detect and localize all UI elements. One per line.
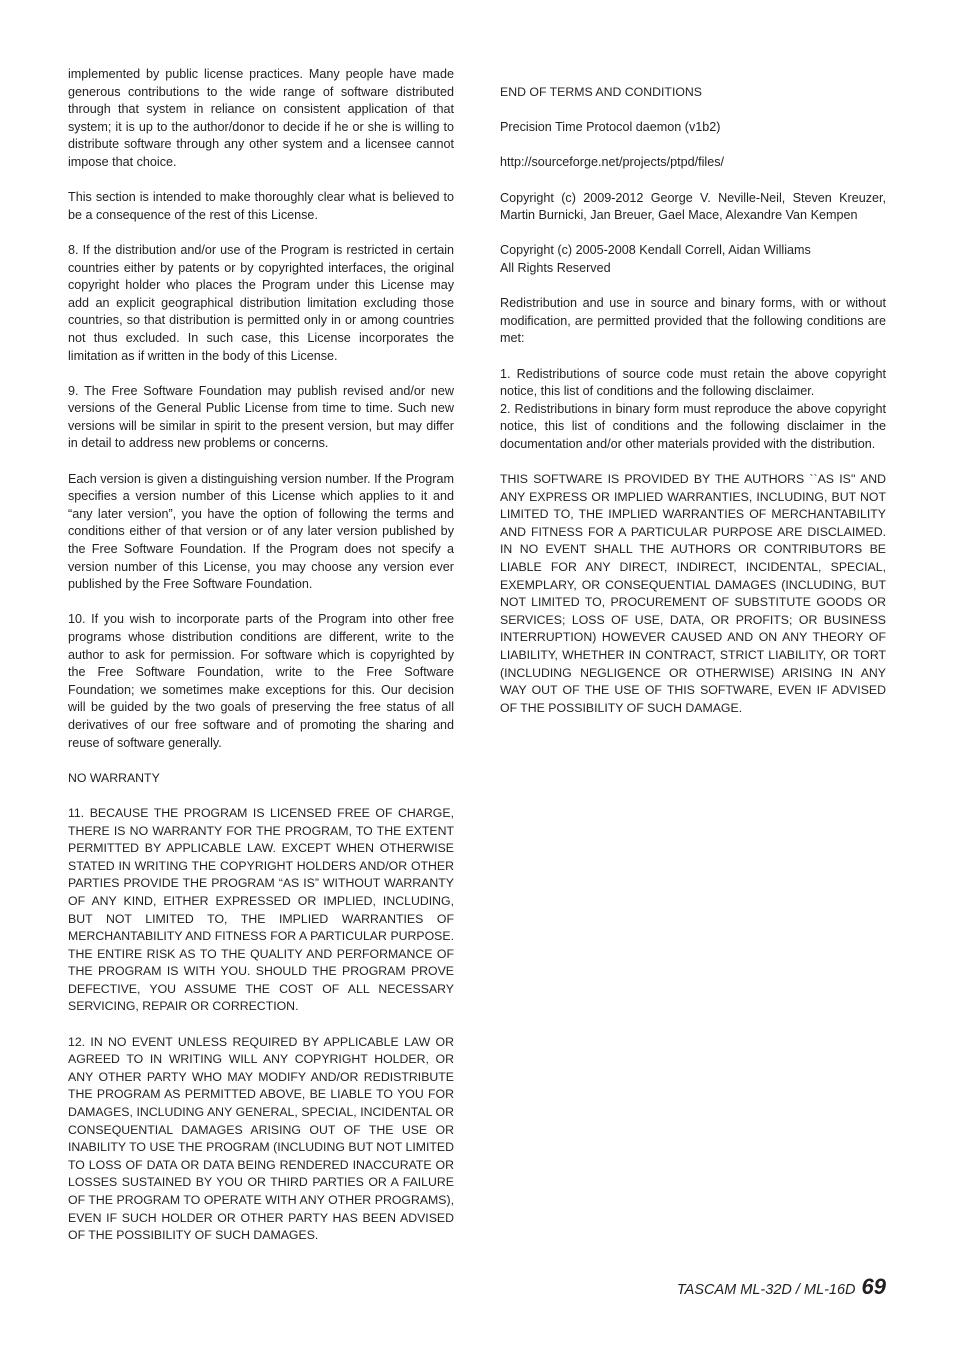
left-column bbox=[68, 66, 454, 1262]
product-name: TASCAM ML-32D / ML-16D bbox=[676, 1282, 856, 1298]
copyright-notice-1: Copyright (c) 2009-2012 George V. Neville-Neil, Steven Kreuzer, Martin Burnicki, Jan Breuer, Gael Mace, Alexandre Van Kempen bbox=[500, 190, 886, 223]
paragraph-public-license-practices: implemented by public license practices. Many people have made generous contributions to the wide range of software distributed through that system in reliance on consistent application of that system; it is up to the author/donor to decide if he or she is willing to distribute software through any other system and a licensee cannot impose that choice. bbox=[68, 67, 454, 169]
right-column bbox=[500, 84, 886, 735]
end-of-terms-heading: END OF TERMS AND CONDITIONS bbox=[500, 85, 703, 99]
warranty-disclaimer: THIS SOFTWARE IS PROVIDED BY THE AUTHORS ``AS IS'' AND ANY EXPRESS OR IMPLIED WARRANTIES, INCLUDING, BUT NOT LIMITED TO, THE IMPLIED WARRANTIES OF MERCHANTABILITY AND FITNESS FOR A PARTICULAR PURPOSE ARE DISCLAIMED. IN NO EVENT SHALL THE AUTHORS OR CONTRIBUTORS BE LIABLE FOR ANY DIRECT, INDIRECT, INCIDENTAL, SPECIAL, EXEMPLARY, OR CONSEQUENTIAL DAMAGES (INCLUDING, BUT NOT LIMITED TO, PROCUREMENT OF SUBSTITUTE GOODS OR SERVICES; LOSS OF USE, DATA, OR PROFITS; OR BUSINESS INTERRUPTION) HOWEVER CAUSED AND ON ANY THEORY OF LIABILITY, WHETHER IN CONTRACT, STRICT LIABILITY, OR TORT (INCLUDING NEGLIGENCE OR OTHERWISE) ARISING IN ANY WAY OUT OF THE USE OF THIS SOFTWARE, EVEN IF ADVISED OF THE POSSIBILITY OF SUCH DAMAGE. bbox=[500, 472, 886, 715]
all-rights-reserved: All Rights Reserved bbox=[500, 260, 611, 275]
page-number: 69 bbox=[861, 1274, 886, 1299]
condition-1: 1. Redistributions of source code must retain the above copyright notice, this list of conditions and the following disclaimer. bbox=[500, 366, 886, 399]
redistribution-intro: Redistribution and use in source and binary forms, with or without modification, are permitted provided that the following conditions are met: bbox=[500, 296, 886, 346]
condition-2: 2. Redistributions in binary form must reproduce the above copyright notice, this list of conditions and the following disclaimer in the documentation and/or other materials provided with the distribution. bbox=[500, 401, 886, 451]
paragraph-section-12: 12. IN NO EVENT UNLESS REQUIRED BY APPLICABLE LAW OR AGREED TO IN WRITING WILL ANY COPYRIGHT HOLDER, OR ANY OTHER PARTY WHO MAY MODIFY AND/OR REDISTRIBUTE THE PROGRAM AS PERMITTED ABOVE, BE LIABLE TO YOU FOR DAMAGES, INCLUDING ANY GENERAL, SPECIAL, INCIDENTAL OR CONSEQUENTIAL DAMAGES ARISING OUT OF THE USE OR INABILITY TO USE THE PROGRAM (INCLUDING BUT NOT LIMITED TO LOSS OF DATA OR DATA BEING RENDERED INACCURATE OR LOSSES SUSTAINED BY YOU OR THIRD PARTIES OR A FAILURE OF THE PROGRAM TO OPERATE WITH ANY OTHER PROGRAMS), EVEN IF SUCH HOLDER OR OTHER PARTY HAS BEEN ADVISED OF THE POSSIBILITY OF SUCH DAMAGES. bbox=[68, 1034, 454, 1243]
heading-no-warranty: NO WARRANTY bbox=[68, 770, 160, 785]
paragraph-section-10: 10. If you wish to incorporate parts of the Program into other free programs whose distribution conditions are different, write to the author to ask for permission. For software which is copyrighted by the Free Software Foundation, write to the Free Software Foundation; we sometimes make exceptions for this. Our decision will be guided by the two goals of preserving the free status of all derivatives of our free software and of promoting the sharing and reuse of software generally. bbox=[68, 612, 454, 750]
ptp-url: http://sourceforge.net/projects/ptpd/files/ bbox=[500, 155, 725, 170]
paragraph-version-number: Each version is given a distinguishing version number. If the Program specifies a version number of this License which applies to it and “any later version”, you have the option of following the terms and conditions either of that version or of any later version published by the Free Software Foundation. If the Program does not specify a version number of this License, you may choose any version ever published by the Free Software Foundation. bbox=[68, 471, 454, 592]
copyright-notice-2: Copyright (c) 2005-2008 Kendall Correll, Aidan Williams bbox=[500, 243, 811, 258]
paragraph-section-9: 9. The Free Software Foundation may publish revised and/or new versions of the General Public License from time to time. Such new versions will be similar in spirit to the present version, but may differ in detail to address new problems or concerns. bbox=[68, 383, 454, 451]
paragraph-section-8: 8. If the distribution and/or use of the Program is restricted in certain countries either by patents or by copyrighted interfaces, the original copyright holder who places the Program under this License may add an explicit geographical distribution limitation excluding those countries, so that distribution is permitted only in or among countries not thus excluded. In such case, this License incorporates the limitation as if written in the body of this License. bbox=[68, 242, 454, 363]
paragraph-section-11: 11. BECAUSE THE PROGRAM IS LICENSED FREE OF CHARGE, THERE IS NO WARRANTY FOR THE PROGRAM, TO THE EXTENT PERMITTED BY APPLICABLE LAW. EXCEPT WHEN OTHERWISE STATED IN WRITING THE COPYRIGHT HOLDERS AND/OR OTHER PARTIES PROVIDE THE PROGRAM “AS IS” WITHOUT WARRANTY OF ANY KIND, EITHER EXPRESSED OR IMPLIED, INCLUDING, BUT NOT LIMITED TO, THE IMPLIED WARRANTIES OF MERCHANTABILITY AND FITNESS FOR A PARTICULAR PURPOSE. THE ENTIRE RISK AS TO THE QUALITY AND PERFORMANCE OF THE PROGRAM IS WITH YOU. SHOULD THE PROGRAM PROVE DEFECTIVE, YOU ASSUME THE COST OF ALL NECESSARY SERVICING, REPAIR OR CORRECTION. bbox=[68, 805, 454, 1014]
paragraph-section-intent: This section is intended to make thoroughly clear what is believed to be a consequence of the rest of this License. bbox=[68, 190, 454, 222]
page-footer bbox=[677, 1274, 886, 1300]
ptp-title: Precision Time Protocol daemon (v1b2) bbox=[500, 120, 721, 135]
